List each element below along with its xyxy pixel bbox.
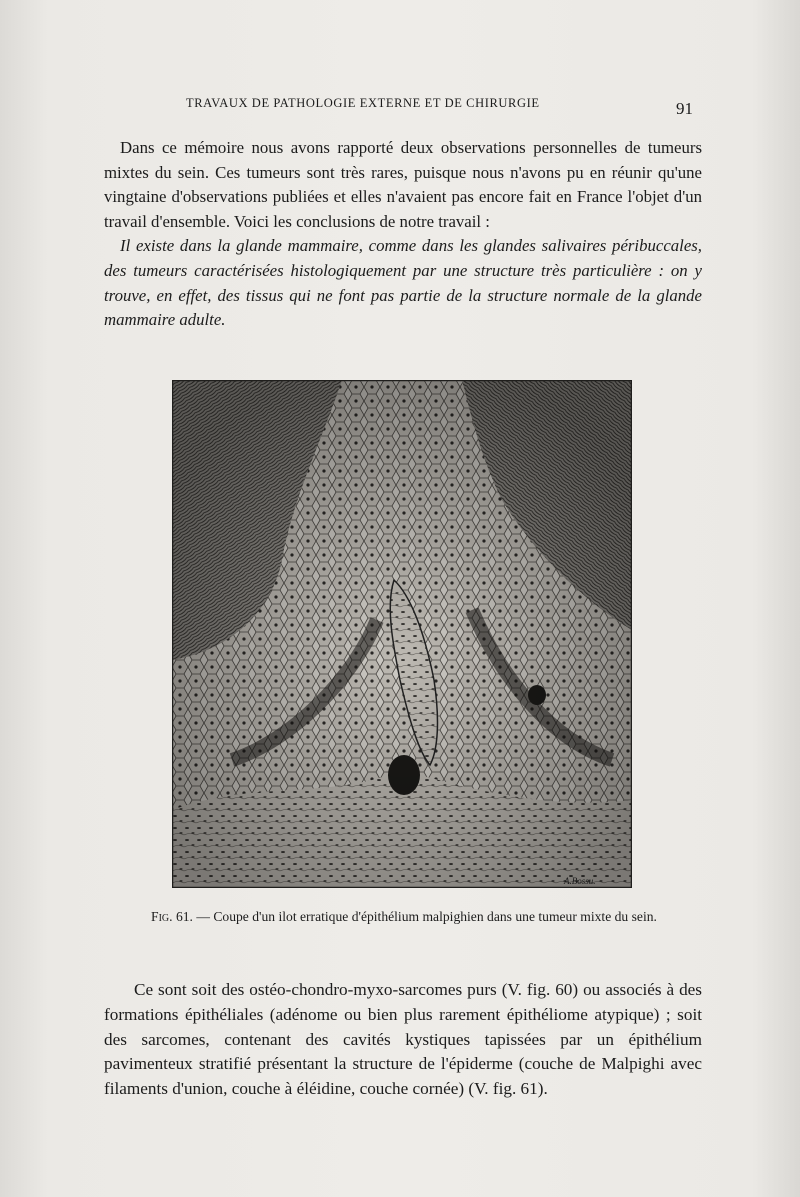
intro-paragraph: Dans ce mémoire nous avons rapporté deux observations personnelles de tumeurs mixtes du sein. Ces tumeurs sont très rares, puisque nous n'avons pu en réunir qu'une vingtaine d'observations publiées et elles n'avaient pas encore fait en France l'objet d'un travail d'ensemble. Voici les conclusions de notre travail : bbox=[104, 138, 702, 231]
conclusion-paragraph: Il existe dans la glande mammaire, comme dans les glandes salivaires péribuccales, des tumeurs caractérisées histologiquement par une structure très particulière : on y trouve, en effet, des tissus qui ne font pas partie de la structure normale de la glande mammaire adulte. bbox=[104, 236, 702, 330]
page-number: 91 bbox=[676, 99, 693, 118]
upper-text-block bbox=[104, 136, 702, 333]
figure-caption bbox=[106, 908, 702, 925]
lower-text-block bbox=[104, 978, 702, 1102]
figure-label: Fig. 61. bbox=[151, 909, 193, 924]
caption-text: — Coupe d'un ilot erratique d'épithélium malpighien dans une tumeur mixte du sein. bbox=[192, 909, 657, 924]
classification-paragraph: Ce sont soit des ostéo-chondro-myxo-sarcomes purs (V. fig. 60) ou associés à des formations épithéliales (adénome ou bien plus rarement épithéliome atypique) ; soit des sarcomes, contenant des cavités kystiques tapissées par un épithélium pavimenteux stratifié présentant la structure de l'épiderme (couche de Malpighi avec filaments d'union, couche à éléidine, couche cornée) (V. fig. 61). bbox=[104, 980, 702, 1099]
engraver-signature: A.Bossu. bbox=[564, 876, 596, 886]
engraving-illustration bbox=[172, 380, 632, 888]
histology-engraving bbox=[172, 380, 632, 888]
running-title: TRAVAUX DE PATHOLOGIE EXTERNE ET DE CHIRURGIE bbox=[186, 96, 540, 110]
